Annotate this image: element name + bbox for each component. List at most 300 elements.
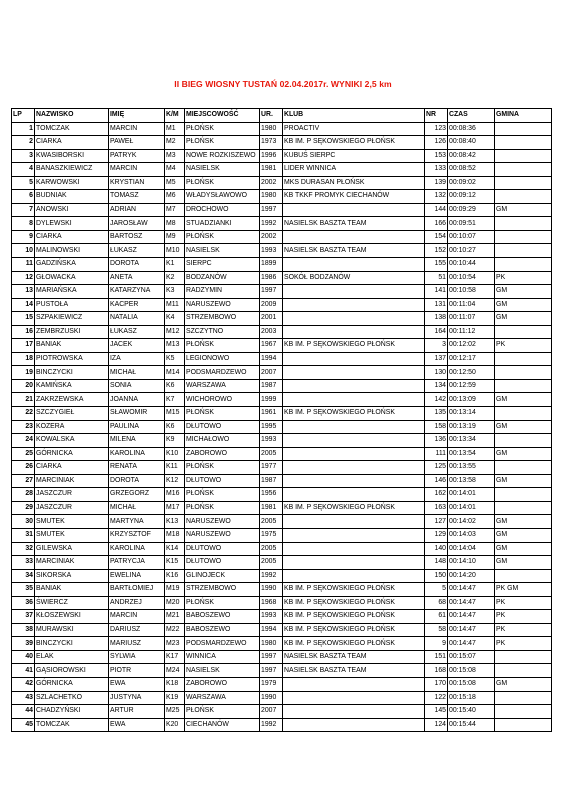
- cell-km: M25: [165, 705, 185, 719]
- cell-czas: 00:14:01: [448, 488, 495, 502]
- cell-miejscowosc: PŁOŃSK: [185, 596, 260, 610]
- cell-ur: 2002: [260, 176, 283, 190]
- cell-czas: 00:13:09: [448, 393, 495, 407]
- cell-nr: 153: [425, 149, 448, 163]
- cell-miejscowosc: BODZANÓW: [185, 271, 260, 285]
- cell-ur: 1979: [260, 677, 283, 691]
- cell-miejscowosc: DŁUTOWO: [185, 556, 260, 570]
- cell-lp: 11: [12, 258, 35, 272]
- cell-lp: 40: [12, 650, 35, 664]
- cell-nr: 154: [425, 230, 448, 244]
- cell-klub: [283, 298, 425, 312]
- cell-gmina: [495, 691, 552, 705]
- cell-lp: 8: [12, 217, 35, 231]
- cell-imie: EWA: [109, 677, 165, 691]
- cell-lp: 33: [12, 556, 35, 570]
- cell-nazwisko: MALINOWSKI: [35, 244, 109, 258]
- cell-miejscowosc: WINNICA: [185, 650, 260, 664]
- cell-imie: PIOTR: [109, 664, 165, 678]
- cell-imie: ŁUKASZ: [109, 244, 165, 258]
- cell-nazwisko: GADZIŃSKA: [35, 258, 109, 272]
- cell-ur: 1995: [260, 420, 283, 434]
- cell-klub: KB IM. P SĘKOWSKIEGO PŁOŃSK: [283, 136, 425, 150]
- cell-klub: [283, 420, 425, 434]
- cell-klub: [283, 312, 425, 326]
- cell-czas: 00:13:34: [448, 434, 495, 448]
- cell-klub: [283, 393, 425, 407]
- cell-klub: [283, 705, 425, 719]
- cell-ur: 1990: [260, 691, 283, 705]
- cell-czas: 00:08:40: [448, 136, 495, 150]
- cell-nr: 139: [425, 176, 448, 190]
- cell-imie: KAROLINA: [109, 542, 165, 556]
- cell-km: M2: [165, 136, 185, 150]
- cell-lp: 15: [12, 312, 35, 326]
- table-row: [12, 339, 552, 353]
- cell-km: K6: [165, 420, 185, 434]
- cell-nazwisko: MARIAŃSKA: [35, 285, 109, 299]
- cell-lp: 26: [12, 461, 35, 475]
- cell-nazwisko: MARCINIAK: [35, 556, 109, 570]
- cell-gmina: [495, 705, 552, 719]
- table-row: [12, 298, 552, 312]
- cell-lp: 17: [12, 339, 35, 353]
- cell-miejscowosc: PŁOŃSK: [185, 501, 260, 515]
- cell-gmina: GM: [495, 447, 552, 461]
- cell-lp: 32: [12, 542, 35, 556]
- cell-nazwisko: GÓRNICKA: [35, 677, 109, 691]
- cell-nazwisko: ZAKRZEWSKA: [35, 393, 109, 407]
- cell-gmina: [495, 718, 552, 732]
- cell-gmina: PK: [495, 610, 552, 624]
- table-row: [12, 623, 552, 637]
- cell-nazwisko: SZPAKIEWICZ: [35, 312, 109, 326]
- cell-gmina: [495, 163, 552, 177]
- cell-miejscowosc: PŁOŃSK: [185, 230, 260, 244]
- cell-lp: 39: [12, 637, 35, 651]
- cell-lp: 25: [12, 447, 35, 461]
- cell-lp: 29: [12, 501, 35, 515]
- cell-km: K11: [165, 461, 185, 475]
- cell-czas: 00:15:18: [448, 691, 495, 705]
- cell-km: M13: [165, 339, 185, 353]
- cell-nr: 133: [425, 163, 448, 177]
- cell-czas: 00:14:47: [448, 583, 495, 597]
- cell-lp: 35: [12, 583, 35, 597]
- cell-czas: 00:15:44: [448, 718, 495, 732]
- cell-lp: 5: [12, 176, 35, 190]
- cell-gmina: GM: [495, 312, 552, 326]
- cell-nr: 158: [425, 420, 448, 434]
- cell-nazwisko: KAMIŃSKA: [35, 379, 109, 393]
- cell-ur: 1993: [260, 244, 283, 258]
- cell-nazwisko: GŁOWACKA: [35, 271, 109, 285]
- cell-gmina: [495, 569, 552, 583]
- cell-klub: KB IM. P SĘKOWSKIEGO PŁOŃSK: [283, 583, 425, 597]
- cell-nr: 166: [425, 217, 448, 231]
- cell-czas: 00:09:51: [448, 217, 495, 231]
- cell-nr: 141: [425, 285, 448, 299]
- cell-klub: [283, 569, 425, 583]
- cell-nazwisko: CIARKA: [35, 136, 109, 150]
- cell-miejscowosc: ZABOROWO: [185, 447, 260, 461]
- cell-gmina: [495, 190, 552, 204]
- cell-ur: 1992: [260, 718, 283, 732]
- cell-km: M4: [165, 163, 185, 177]
- cell-km: M15: [165, 407, 185, 421]
- cell-czas: 00:08:52: [448, 163, 495, 177]
- table-row: [12, 244, 552, 258]
- table-row: [12, 258, 552, 272]
- header-klub: KLUB: [283, 109, 425, 123]
- cell-imie: PATRYK: [109, 149, 165, 163]
- cell-lp: 4: [12, 163, 35, 177]
- header-ur: UR.: [260, 109, 283, 123]
- cell-nr: 164: [425, 325, 448, 339]
- cell-nr: 148: [425, 556, 448, 570]
- cell-gmina: [495, 501, 552, 515]
- cell-czas: 00:14:47: [448, 623, 495, 637]
- cell-miejscowosc: BABOSZEWO: [185, 610, 260, 624]
- table-row: [12, 312, 552, 326]
- cell-nazwisko: CIARKA: [35, 230, 109, 244]
- cell-imie: SONIA: [109, 379, 165, 393]
- cell-imie: RENATA: [109, 461, 165, 475]
- results-table: [11, 108, 552, 732]
- cell-ur: 1975: [260, 528, 283, 542]
- cell-imie: JUSTYNA: [109, 691, 165, 705]
- cell-czas: 00:10:58: [448, 285, 495, 299]
- cell-czas: 00:14:47: [448, 637, 495, 651]
- cell-miejscowosc: SIERPC: [185, 258, 260, 272]
- cell-ur: 1994: [260, 352, 283, 366]
- cell-ur: 2002: [260, 230, 283, 244]
- cell-km: M10: [165, 244, 185, 258]
- cell-lp: 30: [12, 515, 35, 529]
- cell-lp: 34: [12, 569, 35, 583]
- cell-miejscowosc: RADZYMIN: [185, 285, 260, 299]
- cell-lp: 43: [12, 691, 35, 705]
- header-imie: IMIĘ: [109, 109, 165, 123]
- cell-nazwisko: BUDNIAK: [35, 190, 109, 204]
- cell-czas: 00:13:54: [448, 447, 495, 461]
- table-row: [12, 718, 552, 732]
- cell-nr: 51: [425, 271, 448, 285]
- cell-imie: KATARZYNA: [109, 285, 165, 299]
- cell-ur: 1981: [260, 163, 283, 177]
- cell-lp: 44: [12, 705, 35, 719]
- cell-nazwisko: TOMCZAK: [35, 122, 109, 136]
- cell-lp: 1: [12, 122, 35, 136]
- cell-klub: KB IM. P SĘKOWSKIEGO PŁOŃSK: [283, 339, 425, 353]
- cell-lp: 36: [12, 596, 35, 610]
- cell-ur: 1997: [260, 285, 283, 299]
- cell-ur: 2001: [260, 312, 283, 326]
- cell-imie: PATRYCJA: [109, 556, 165, 570]
- cell-ur: 2007: [260, 705, 283, 719]
- cell-klub: [283, 203, 425, 217]
- cell-ur: 1980: [260, 190, 283, 204]
- cell-czas: 00:11:07: [448, 312, 495, 326]
- cell-miejscowosc: PŁOŃSK: [185, 461, 260, 475]
- cell-imie: TOMASZ: [109, 190, 165, 204]
- cell-nr: 123: [425, 122, 448, 136]
- table-row: [12, 325, 552, 339]
- cell-gmina: [495, 176, 552, 190]
- cell-czas: 00:15:07: [448, 650, 495, 664]
- cell-lp: 12: [12, 271, 35, 285]
- cell-czas: 00:14:47: [448, 610, 495, 624]
- header-nazwisko: NAZWISKO: [35, 109, 109, 123]
- cell-klub: [283, 556, 425, 570]
- cell-nr: 163: [425, 501, 448, 515]
- cell-imie: MARTYNA: [109, 515, 165, 529]
- cell-nr: 136: [425, 434, 448, 448]
- cell-nazwisko: SMUTEK: [35, 515, 109, 529]
- cell-gmina: [495, 461, 552, 475]
- cell-klub: LIDER WINNICA: [283, 163, 425, 177]
- cell-km: M20: [165, 596, 185, 610]
- cell-nazwisko: BANASZKIEWICZ: [35, 163, 109, 177]
- cell-gmina: [495, 230, 552, 244]
- cell-nr: 9: [425, 637, 448, 651]
- cell-nazwisko: KŁOSZEWSKI: [35, 610, 109, 624]
- cell-miejscowosc: WŁADYSŁAWOWO: [185, 190, 260, 204]
- cell-ur: 1980: [260, 122, 283, 136]
- cell-nazwisko: KWASIBORSKI: [35, 149, 109, 163]
- cell-miejscowosc: PŁOŃSK: [185, 339, 260, 353]
- cell-km: K15: [165, 556, 185, 570]
- cell-imie: KRZYSZTOF: [109, 528, 165, 542]
- cell-ur: 1968: [260, 596, 283, 610]
- cell-miejscowosc: PŁOŃSK: [185, 122, 260, 136]
- table-row: [12, 393, 552, 407]
- cell-miejscowosc: ZABOROWO: [185, 677, 260, 691]
- cell-nr: 142: [425, 393, 448, 407]
- cell-ur: 1961: [260, 407, 283, 421]
- table-row: [12, 691, 552, 705]
- table-row: [12, 501, 552, 515]
- cell-nazwisko: BANIAK: [35, 583, 109, 597]
- cell-czas: 00:13:55: [448, 461, 495, 475]
- cell-gmina: GM: [495, 393, 552, 407]
- cell-imie: ANETA: [109, 271, 165, 285]
- cell-nr: 138: [425, 312, 448, 326]
- table-row: [12, 610, 552, 624]
- cell-miejscowosc: PŁOŃSK: [185, 488, 260, 502]
- cell-czas: 00:13:14: [448, 407, 495, 421]
- cell-imie: PAWEŁ: [109, 136, 165, 150]
- cell-km: K12: [165, 474, 185, 488]
- cell-miejscowosc: NOWE ROZKISZEWO: [185, 149, 260, 163]
- cell-czas: 00:10:44: [448, 258, 495, 272]
- cell-km: K20: [165, 718, 185, 732]
- cell-nr: 68: [425, 596, 448, 610]
- cell-miejscowosc: WARSZAWA: [185, 379, 260, 393]
- cell-lp: 6: [12, 190, 35, 204]
- cell-km: K2: [165, 271, 185, 285]
- cell-klub: [283, 230, 425, 244]
- cell-miejscowosc: PŁOŃSK: [185, 136, 260, 150]
- cell-czas: 00:09:12: [448, 190, 495, 204]
- cell-imie: MICHAŁ: [109, 501, 165, 515]
- cell-klub: [283, 718, 425, 732]
- cell-km: K3: [165, 285, 185, 299]
- cell-ur: 1980: [260, 637, 283, 651]
- results-body: [12, 122, 552, 732]
- table-row: [12, 556, 552, 570]
- cell-klub: [283, 258, 425, 272]
- cell-imie: DOROTA: [109, 474, 165, 488]
- cell-gmina: PK: [495, 623, 552, 637]
- table-row: [12, 407, 552, 421]
- table-row: [12, 664, 552, 678]
- cell-gmina: [495, 136, 552, 150]
- cell-nr: 168: [425, 664, 448, 678]
- header-lp: LP: [12, 109, 35, 123]
- table-row: [12, 637, 552, 651]
- cell-ur: 1997: [260, 664, 283, 678]
- table-row: [12, 271, 552, 285]
- cell-lp: 22: [12, 407, 35, 421]
- cell-czas: 00:15:40: [448, 705, 495, 719]
- cell-ur: 1899: [260, 258, 283, 272]
- cell-czas: 00:14:20: [448, 569, 495, 583]
- cell-km: M11: [165, 298, 185, 312]
- cell-lp: 16: [12, 325, 35, 339]
- cell-km: M5: [165, 176, 185, 190]
- cell-ur: 1994: [260, 623, 283, 637]
- cell-nr: 127: [425, 515, 448, 529]
- cell-nr: 58: [425, 623, 448, 637]
- cell-ur: 2005: [260, 556, 283, 570]
- cell-lp: 45: [12, 718, 35, 732]
- cell-miejscowosc: DŁUTOWO: [185, 474, 260, 488]
- cell-klub: [283, 366, 425, 380]
- cell-imie: MARIUSZ: [109, 637, 165, 651]
- cell-miejscowosc: STRZEMBOWO: [185, 312, 260, 326]
- cell-nazwisko: CIARKA: [35, 461, 109, 475]
- cell-nr: 155: [425, 258, 448, 272]
- cell-czas: 00:10:54: [448, 271, 495, 285]
- cell-gmina: PK: [495, 596, 552, 610]
- cell-nr: 134: [425, 379, 448, 393]
- cell-nr: 130: [425, 366, 448, 380]
- cell-ur: 1990: [260, 583, 283, 597]
- cell-ur: 2009: [260, 298, 283, 312]
- cell-nazwisko: DYLEWSKI: [35, 217, 109, 231]
- cell-nr: 135: [425, 407, 448, 421]
- cell-nazwisko: KOZERA: [35, 420, 109, 434]
- table-row: [12, 217, 552, 231]
- cell-klub: KB TKKF PROMYK CIECHANÓW: [283, 190, 425, 204]
- cell-ur: 1992: [260, 217, 283, 231]
- table-row: [12, 569, 552, 583]
- cell-miejscowosc: WARSZAWA: [185, 691, 260, 705]
- cell-nr: 111: [425, 447, 448, 461]
- cell-nazwisko: ŚWIERCZ: [35, 596, 109, 610]
- cell-imie: KAROLINA: [109, 447, 165, 461]
- table-row: [12, 190, 552, 204]
- cell-gmina: [495, 379, 552, 393]
- cell-nazwisko: GÓRNICKA: [35, 447, 109, 461]
- cell-ur: 1993: [260, 610, 283, 624]
- cell-km: M23: [165, 637, 185, 651]
- cell-nr: 151: [425, 650, 448, 664]
- cell-miejscowosc: STRZEMBOWO: [185, 583, 260, 597]
- cell-lp: 14: [12, 298, 35, 312]
- cell-gmina: [495, 664, 552, 678]
- table-row: [12, 379, 552, 393]
- header-km: K/M: [165, 109, 185, 123]
- cell-gmina: GM: [495, 420, 552, 434]
- cell-lp: 42: [12, 677, 35, 691]
- cell-imie: SŁAWOMIR: [109, 407, 165, 421]
- cell-miejscowosc: BABOSZEWO: [185, 623, 260, 637]
- cell-nr: 162: [425, 488, 448, 502]
- cell-imie: DOROTA: [109, 258, 165, 272]
- cell-imie: KRYSTIAN: [109, 176, 165, 190]
- cell-czas: 00:14:10: [448, 556, 495, 570]
- table-row: [12, 528, 552, 542]
- cell-gmina: [495, 258, 552, 272]
- cell-imie: JAROSŁAW: [109, 217, 165, 231]
- cell-klub: [283, 379, 425, 393]
- cell-gmina: GM: [495, 677, 552, 691]
- cell-km: M1: [165, 122, 185, 136]
- cell-miejscowosc: STUADZIANKI: [185, 217, 260, 231]
- cell-nr: 5: [425, 583, 448, 597]
- cell-czas: 00:14:47: [448, 596, 495, 610]
- cell-klub: [283, 434, 425, 448]
- cell-nazwisko: ELAK: [35, 650, 109, 664]
- cell-miejscowosc: SZCZYTNO: [185, 325, 260, 339]
- cell-miejscowosc: NARUSZEWO: [185, 298, 260, 312]
- cell-nr: 144: [425, 203, 448, 217]
- cell-ur: 1997: [260, 203, 283, 217]
- cell-lp: 20: [12, 379, 35, 393]
- cell-ur: 1996: [260, 149, 283, 163]
- cell-km: K17: [165, 650, 185, 664]
- cell-km: K9: [165, 434, 185, 448]
- cell-miejscowosc: DŁUTOWO: [185, 542, 260, 556]
- cell-czas: 00:09:29: [448, 203, 495, 217]
- cell-klub: KB IM. P SĘKOWSKIEGO PŁOŃSK: [283, 623, 425, 637]
- cell-nazwisko: SZLACHETKO: [35, 691, 109, 705]
- table-row: [12, 203, 552, 217]
- cell-km: K5: [165, 352, 185, 366]
- cell-ur: 1977: [260, 461, 283, 475]
- cell-lp: 24: [12, 434, 35, 448]
- cell-ur: 1999: [260, 393, 283, 407]
- cell-imie: MARCIN: [109, 122, 165, 136]
- table-row: [12, 420, 552, 434]
- table-row: [12, 705, 552, 719]
- cell-nazwisko: GILEWSKA: [35, 542, 109, 556]
- cell-czas: 00:12:17: [448, 352, 495, 366]
- cell-klub: NASIELSK BASZTA TEAM: [283, 650, 425, 664]
- header-miejscowosc: MIEJSCOWOŚĆ: [185, 109, 260, 123]
- cell-lp: 21: [12, 393, 35, 407]
- table-row: [12, 515, 552, 529]
- cell-km: M22: [165, 623, 185, 637]
- cell-nr: 137: [425, 352, 448, 366]
- cell-lp: 28: [12, 488, 35, 502]
- cell-km: K14: [165, 542, 185, 556]
- cell-miejscowosc: DŁUTOWO: [185, 420, 260, 434]
- cell-imie: BARTOSZ: [109, 230, 165, 244]
- cell-klub: [283, 542, 425, 556]
